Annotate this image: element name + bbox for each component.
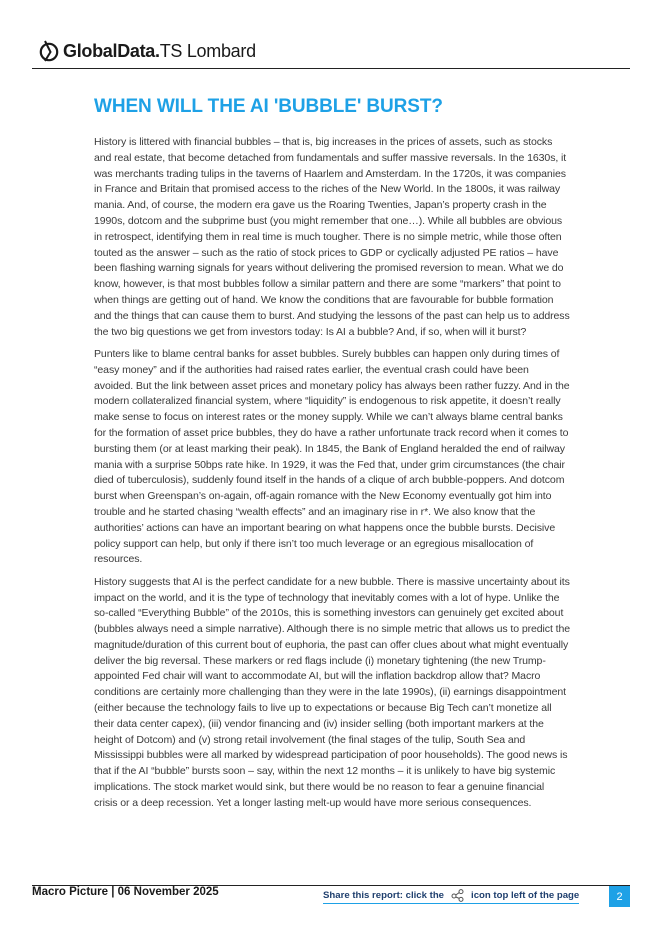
footer-publication-date: Macro Picture | 06 November 2025 bbox=[32, 886, 219, 898]
page-number: 2 bbox=[609, 886, 630, 907]
brand-subname: TS Lombard bbox=[159, 40, 256, 61]
globaldata-logo-icon bbox=[38, 39, 60, 63]
share-icon bbox=[451, 889, 464, 902]
paragraph-1: History is littered with financial bubbles – that is, big increases in the prices of assets, such as stocks and real estate, that become detached from fundamentals and suffer massive reversals. In the 1630s, it was merchants trading tulips in the taverns of Haarlem and Amsterdam. In the 1720s, it was companies in France and Britain that promised access to the riches of the New World. In the 1800s, it was railway mania. And, of course, the modern era gave us the Roaring Twenties, Japan’s property crash in the 1990s, dotcom and the subprime bust (you might remember that one…). While all bubbles are obvious in retrospect, identifying them in real time is much tougher. There is no simple metric, while those often touted as the answer – such as the ratio of stock prices to GDP or cyclically adjusted PE ratios – have been flashing warning signals for years without delivering the promised reversion to mean. What we do know, however, is that most bubbles follow a similar pattern and there are some “markers” that point to when things are getting out of hand. We know the conditions that are favourable for bubble formation and the things that can cause them to burst. And studying the lessons of the past can help us to address the two big questions we get from investors today: Is AI a bubble? And, if so, when will it burst? bbox=[94, 136, 570, 338]
brand-name: GlobalData. bbox=[63, 40, 160, 61]
article-title: WHEN WILL THE AI 'BUBBLE' BURST? bbox=[94, 96, 443, 117]
share-text-after: icon top left of the page bbox=[471, 890, 580, 901]
globaldata-logo bbox=[38, 38, 256, 64]
share-text-before: Share this report: click the bbox=[323, 890, 445, 901]
paragraph-3: History suggests that AI is the perfect candidate for a new bubble. There is massive uncertainty about its impact on the world, and it is the type of technology that inevitably comes with a lot of hype. Unlike the so-called “Everything Bubble” of the 2010s, this is something investors can genuinely get excited about (bubbles always need a simple narrative). Although there is no simple metric that allows us to predict the magnitude/duration of this current bout of euphoria, the past can offer clues about what might eventually deliver the big reversal. These markers or red flags include (i) monetary tightening (the new Trump-appointed Fed chair will want to accommodate AI, but will the inflation backdrop allow that? Macro conditions are certainly more challenging than they were in the late 1990s), (ii) earnings disappointment (either because the technology fails to live up to expectations or because Big Tech can’t monetize all their data center capex), (iii) vendor financing and (iv) insider selling (both important markers at the height of Dotcom) and (v) strong retail involvement (the final stages of the tulip, South Sea and Mississippi bubbles were all marked by widespread participation of poor households). The good news is that if the AI “bubble” bursts soon – say, within the next 12 months – it is unlikely to have big systemic implications. The stock market would sink, but there would be no reason to fear a genuine financial crisis or a deep recession. Yet a longer lasting melt-up would have more serious consequences. bbox=[94, 575, 570, 809]
header-divider bbox=[32, 68, 630, 69]
paragraph-2: Punters like to blame central banks for asset bubbles. Surely bubbles can happen only during times of “easy money” and if the authorities had raised rates earlier, the eventual crash could have been avoided. But the link between asset prices and monetary policy has always been rather fuzzy. And in the modern collateralized financial system, where “liquidity” is endogenous to risk appetite, it doesn’t really make sense to focus on interest rates or the money supply. While we can’t always blame central banks for the formation of asset price bubbles, they do have a rather unfortunate track record when it comes to bursting them (or at least marking their peak). In 1845, the Bank of England heralded the end of railway mania with a surprise 50bps rate hike. In 1929, it was the Fed that, under grim circumstances (the chair died of tuberculosis), suddenly found itself in the hands of a clique of arch bubble-poppers. And dotcom burst when Greenspan’s on-again, off-again romance with the New Economy eventually got him into trouble and he started chasing “wealth effects” and an imaginary rise in r*. We also know that the authorities’ actions can have an important bearing on what happens once the bubble bursts. Decisive policy support can help, but only if there isn’t too much leverage or an egregious misallocation of resources. bbox=[94, 347, 570, 566]
article-body bbox=[94, 135, 570, 818]
page-header bbox=[32, 36, 630, 70]
share-report-link[interactable] bbox=[323, 889, 579, 904]
